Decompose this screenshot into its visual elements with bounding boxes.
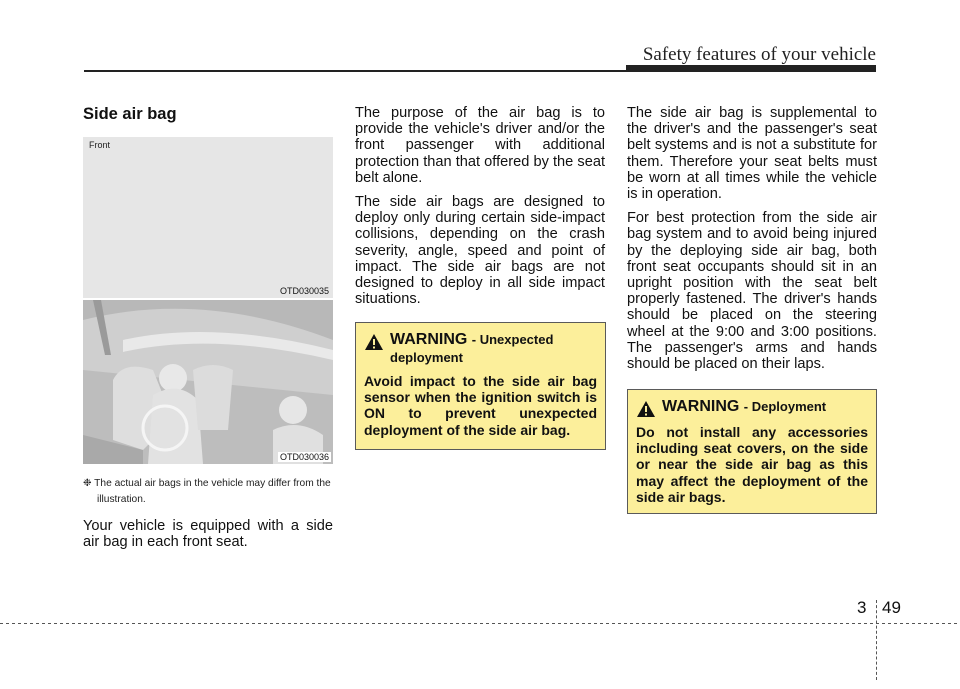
middle-column	[355, 105, 605, 315]
header-rule	[84, 70, 876, 72]
warning-text: Do not install any accessories including seat covers, on the side or near the side air bag as this may affect the deployment of the side air bags.	[636, 424, 868, 505]
warning-triangle-icon	[364, 333, 384, 351]
figure-front-view	[83, 137, 333, 298]
warning-box-deployment	[627, 389, 877, 514]
left-column	[83, 105, 333, 558]
section-heading: Side air bag	[83, 105, 177, 123]
right-paragraph-1: The side air bag is supplemental to the driver's and the passenger's seat belt systems and is not a substitute for them. Therefore your seat belts must be worn at all times while the vehicle is in operation.	[627, 105, 877, 203]
figure-front-code: OTD030035	[279, 286, 329, 296]
footer-separator	[876, 600, 877, 680]
footer-rule	[0, 623, 960, 624]
chapter-number: 3	[857, 598, 867, 617]
middle-paragraph-1: The purpose of the air bag is to provide the vehicle's driver and/or the front passenger with additional protection than that offered by the seat belt alone.	[355, 105, 605, 186]
page-number: 49	[882, 598, 901, 617]
middle-paragraph-2: The side air bags are designed to deploy only during certain side-impact collisions, depending on the crash severity, angle, speed and point of impact. The side air bags are not designed to deploy in all side impact situations.	[355, 194, 605, 308]
interior-illustration	[83, 300, 333, 464]
warning-header	[364, 331, 597, 367]
figure-interior-view	[83, 300, 333, 464]
right-paragraph-2: For best protection from the side air bag system and to avoid being injured by the deploying side air bag, both front seat occupants should sit in an upright position with the seat belt properly fastened. The driver's hands should be placed on the steering wheel at the 9:00 and 3:00 positions. The passenger's arms and hands should be placed on their laps.	[627, 210, 877, 373]
warning-word: WARNING	[390, 331, 468, 348]
right-column	[627, 105, 877, 380]
left-body-text: Your vehicle is equipped with a side air bag in each front seat.	[83, 518, 333, 551]
front-view-illustration	[83, 137, 333, 298]
warning-box-unexpected-deployment	[355, 322, 606, 450]
figure-interior-code: OTD030036	[279, 452, 329, 462]
illustration-note: ❉ The actual air bags in the vehicle may differ from the illustration.	[83, 478, 331, 505]
warning-text: Avoid impact to the side air bag sensor when the ignition switch is ON to prevent unexpected deployment of the side air bag.	[364, 373, 597, 438]
warning-subtitle: - Unexpected deployment	[390, 332, 554, 365]
warning-word: WARNING	[662, 398, 740, 415]
warning-subtitle: - Deployment	[743, 399, 827, 414]
figure-front-label: Front	[89, 140, 111, 150]
warning-triangle-icon	[636, 400, 656, 418]
warning-header	[636, 398, 868, 418]
header-title: Safety features of your vehicle	[642, 44, 876, 65]
